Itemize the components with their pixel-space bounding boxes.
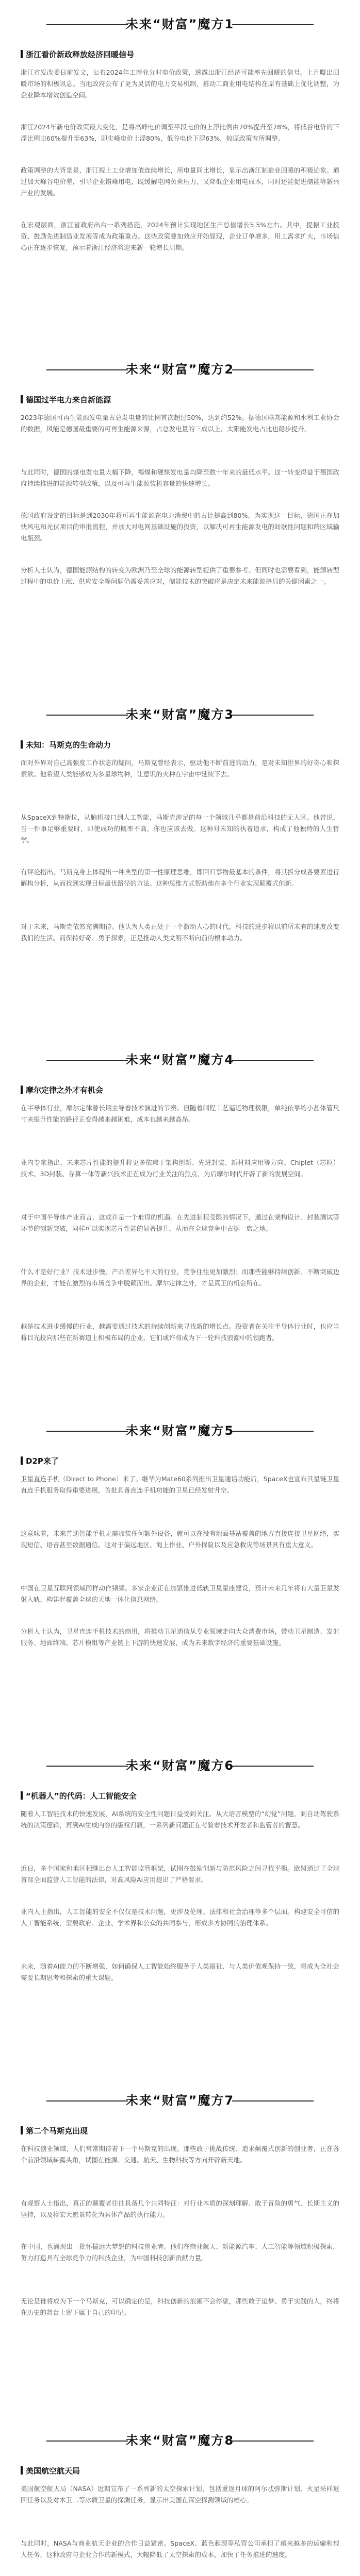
paragraph: 政策调整的大背景是，浙江规上工业增加值连续增长，用电量同比增长，显示出浙江制造业回暖的积极迹象。通过加大峰谷电价差，引导企业错峰用电，既缓解电网负荷压力，又降低企业用电成本，同时还能促进储能等新兴产业的发展。 [21, 166, 339, 197]
section-subtitle [21, 1790, 137, 1802]
paragraph: 在科技创业领域，人们常常期待着下一个马斯克的出现。那些敢于挑战传统、追求颠覆式创新的创业者，正在各个前沿领域崭露头角，试图在能源、交通、航天、生物科技等方向开辟新天地。 [21, 2145, 339, 2164]
subtitle-marker [21, 1456, 23, 1465]
paragraph: 在半导体行业，摩尔定律曾长期主导着技术演进的节奏。但随着制程工艺逼近物理极限，单纯依靠缩小晶体管尺寸来提升性能的路径正变得越来越困难，成本也越来越高昂。 [21, 1104, 339, 1123]
paragraph: 卫星直连手机（Direct to Phone）来了。继华为Mate60系列推出卫星通话功能后，SpaceX也宣布其星链卫星直连手机服务取得重要进展，首批具备直连手机功能的卫星已经发射升空。 [21, 1475, 339, 1494]
section-title: 未来“财富”魔方8 [125, 2433, 235, 2448]
subtitle-marker [21, 2126, 23, 2134]
section-subtitle [21, 49, 134, 60]
subtitle-marker [21, 1791, 23, 1800]
paragraph: 2023年德国可再生能源发电量占总发电量的比例首次超过50%，达到约52%。据德国联邦能源和水利工业协会的数据，风能是德国最重要的可再生能源来源，占总发电量的三成以上，太阳能发电占比也稳步提升。 [21, 414, 339, 433]
section-subtitle [21, 739, 111, 751]
section-subtitle [21, 2465, 80, 2477]
paragraph: 与此同时，德国的煤电发电量大幅下降，褐煤和硬煤发电量均降至数十年来的最低水平。这一转变得益于德国政府持续推进的能源转型政策，以及可再生能源装机容量的快速增长。 [21, 468, 339, 487]
subtitle-marker [21, 50, 23, 58]
section-title: 未来“财富”魔方2 [125, 362, 235, 377]
paragraph: 分析人士认为，卫星直连手机技术的商用，将推动卫星通信从专业领域走向大众消费市场，带动卫星制造、发射服务、地面终端、芯片模组等产业链上下游的快速发展，成为未来数字经济的重要基础设施。 [21, 1628, 339, 1647]
paragraph: 未来，随着AI能力的不断增强，如何确保人工智能始终服务于人类福祉、与人类价值观保持一致，将成为全社会需要长期思考和探索的重大课题。 [21, 1962, 339, 1981]
subtitle-text: D2P来了 [26, 1456, 59, 1466]
section-header [0, 700, 360, 731]
paragraph: 近日，多个国家和地区相继出台人工智能监管框架，试图在鼓励创新与防范风险之间寻找平衡。欧盟通过了全球首部全面监管人工智能的法律，对高风险AI应用提出了严格要求。 [21, 1865, 339, 1884]
paragraph: 业内人士指出，人工智能的安全不仅仅是技术问题，更涉及伦理、法律和社会治理等多个层面。构建安全可信的人工智能系统，需要政府、企业、学术界和公众的共同参与，形成多方协同的治理体系。 [21, 1908, 339, 1927]
section-7 [0, 2076, 360, 2416]
paragraph: 无论是谁将成为下一个马斯克，可以确定的是，科技创新的浪潮不会停歇，那些敢于追梦、勇于实践的人，终将在历史的舞台上留下属于自己的印记。 [21, 2297, 339, 2316]
section-6 [0, 1741, 360, 2076]
subtitle-marker [21, 740, 23, 749]
section-8 [0, 2416, 360, 2576]
section-1 [0, 0, 360, 345]
section-4 [0, 1036, 360, 1406]
section-title: 未来“财富”魔方7 [125, 2093, 235, 2108]
section-subtitle [21, 2125, 88, 2137]
paragraph: 德国政府设定的目标是到2030年将可再生能源在电力消费中的占比提高到80%。为实现这一目标，德国正在加快风电和光伏项目的审批流程，并加大对电网基础设施的投资，以解决可再生能源发电的间歇性问题和跨区域输电瓶颈。 [21, 512, 339, 542]
section-header [0, 1416, 360, 1447]
section-header [0, 354, 360, 385]
subtitle-marker [21, 395, 23, 403]
paragraph: 中国在卫星互联网领域同样动作频频。多家企业正在加紧推进低轨卫星星座建设，预计未来几年将有大量卫星发射入轨，构建起覆盖全球的天地一体化信息网络。 [21, 1584, 339, 1603]
paragraph: 对于中国半导体产业而言，这或许是一个难得的机遇。在先进制程受限的情况下，通过在架构设计、封装测试等环节的创新突破，同样可以实现芯片性能的显著提升，从而在全球竞争中占据一席之地。 [21, 1213, 339, 1232]
section-subtitle [21, 1084, 103, 1096]
paragraph: 浙江2024年新电价政策最大变化，是将高峰电价调至平段电价的上浮比例由70%提升至78%，将低谷电价的下浮比例由60%提升至63%，即尖峰电价上浮80%，低谷电价下浮63%，较原政策有所调整。 [21, 123, 339, 142]
paragraph: 面对外界对自己高强度工作状态的疑问，马斯克曾经表示，驱动他不断前进的动力，是对未知世界的好奇心和探索欲。他希望人类能够成为多星球物种，让意识的火种在宇宙中延续下去。 [21, 759, 339, 778]
paragraph: 越是技术进步缓慢的行业，越需要通过技术的持续创新来寻找新的增长点。投资者在关注半导体行业时，也应当将目光投向那些在新赛道上积极布局的企业，它们或许将成为下一轮科技浪潮中的领跑者。 [21, 1323, 339, 1342]
paragraph: 随着人工智能技术的快速发展，AI系统的安全性问题日益受到关注。从大语言模型的“幻觉”问题，到自动驾驶系统的决策逻辑，再到AI生成内容的版权归属，一系列新问题正在考验着技术开发者和监管者的智慧。 [21, 1810, 339, 1829]
section-header [0, 9, 360, 40]
paragraph: 在中国，也涌现出一批怀揣远大梦想的科技创业者。他们在商业航天、新能源汽车、人工智能等领域积极探索，努力打造具有全球竞争力的科技企业，为中国科技创新贡献力量。 [21, 2243, 339, 2262]
section-subtitle [21, 394, 111, 405]
section-subtitle [21, 1455, 59, 1467]
paragraph: 浙江省发改委日前发文，公布2024年工商业分时电价政策，透露出浙江经济可能率先回暖的信号。上月曝出回暖市场的积极讯息。当地政府公布了更为灵活的电力交易机制，推动工商业用电结构在原有基础上优化调整，为企业降本增效创造空间。 [21, 69, 339, 99]
paragraph: 在宏观层面，浙江省政府出台一系列措施，2024年预计实现地区生产总值增长5.5%左右。其中，提振工业投资、鼓励先进制造业发展等成为政策重点。这些政策叠加效应开始显现，企业订单增多，用工需求扩大，市场信心正在逐步恢复，预示着浙江经济将迎来新一轮增长周期。 [21, 221, 339, 251]
paragraph: 有评论指出，马斯克身上体现出一种典型的第一性原理思维，即回归事物最基本的条件，将其拆分成各要素进行解构分析，从而找到实现目标最优路径的方法。这种思维方式帮助他在多个行业实现颠覆式创新。 [21, 868, 339, 887]
section-header [0, 2426, 360, 2456]
section-title: 未来“财富”魔方1 [125, 17, 235, 31]
paragraph: 与此同时，NASA与商业航天企业的合作日益紧密。SpaceX、蓝色起源等私营公司承担了越来越多的运输和载人任务，这种政府与企业合作的新模式，大幅降低了太空探索的成本，加快了任务推进的速度。 [21, 2539, 339, 2558]
subtitle-text: 美国航空航天局 [26, 2466, 80, 2476]
paragraph: 分析人士认为，德国能源结构的转变为欧洲乃至全球的能源转型提供了重要参考。但同时也需要看到，能源转型过程中的电价上涨、供应安全等问题仍需妥善应对，储能技术的突破将是决定未来能源格局的关键因素之一。 [21, 566, 339, 585]
paragraph: 这意味着，未来普通智能手机无需加装任何额外设备，就可以在没有地面基站覆盖的地方直接连接卫星网络，实现短信、语音甚至数据通信。这对于偏远地区、海上作业、户外探险以及应急救灾等场景具有重大意义。 [21, 1530, 339, 1549]
subtitle-text: 摩尔定律之外才有机会 [26, 1086, 104, 1095]
section-3 [0, 690, 360, 1036]
section-2 [0, 345, 360, 690]
paragraph: 从SpaceX到特斯拉，从脑机接口到人工智能，马斯克涉足的每一个领域几乎都是前沿科技的无人区。他曾说，当一件事足够重要时，即使成功的概率不高，你也应该去做。这种对未知的执着追求，构成了他独特的人生哲学。 [21, 814, 339, 844]
subtitle-text: 浙江看价新政释放经济回暖信号 [26, 50, 135, 59]
subtitle-text: 德国过半电力来自新能源 [26, 395, 111, 404]
paragraph: 业内专家指出，未来芯片性能的提升将更多依赖于架构创新、先进封装、新材料应用等方向。Chiplet（芯粒）技术、3D封装、存算一体等新兴技术正在成为行业关注的焦点，为后摩尔时代开辟了新的发展空间。 [21, 1159, 339, 1178]
subtitle-text: 第二个马斯克出现 [26, 2126, 88, 2136]
subtitle-text: 未知：马斯克的生命动力 [26, 740, 111, 750]
subtitle-text: “机器人”的代码：人工智能安全 [26, 1791, 137, 1801]
section-title: 未来“财富”魔方6 [125, 1758, 235, 1773]
section-header [0, 1751, 360, 1782]
paragraph: 什么才是好行业？技术进步慢、产品差异化不大的行业，竞争往往更加激烈；而那些能够持续创新、不断突破边界的企业，才能在激烈的市场竞争中脱颖而出。摩尔定律之外，才是真正的机会所在。 [21, 1268, 339, 1287]
paragraph: 有观察人士指出，真正的颠覆者往往具备几个共同特征：对行业本质的深刻理解、敢于冒险的勇气、长期主义的坚持，以及将宏大愿景转化为具体产品的执行能力。 [21, 2199, 339, 2218]
section-title: 未来“财富”魔方5 [125, 1423, 235, 1438]
section-header [0, 2086, 360, 2116]
section-5 [0, 1406, 360, 1741]
section-title: 未来“财富”魔方3 [125, 707, 235, 722]
subtitle-marker [21, 1086, 23, 1094]
section-title: 未来“财富”魔方4 [125, 1053, 235, 1067]
subtitle-marker [21, 2466, 23, 2475]
section-header [0, 1045, 360, 1076]
paragraph: 对于未来，马斯克依然充满期待。他认为人类正处于一个激动人心的时代，科技的进步将以前所未有的速度改变我们的生活。而保持好奇、勇于探索，正是推动人类文明不断向前的根本动力。 [21, 923, 339, 942]
paragraph: 美国航空航天局（NASA）近期宣布了一系列新的太空探索计划，包括重返月球的阿尔忒弥斯计划、火星采样返回任务以及对木卫二等冰质卫星的探测任务，显示出美国在深空探测领域的雄心。 [21, 2485, 339, 2504]
